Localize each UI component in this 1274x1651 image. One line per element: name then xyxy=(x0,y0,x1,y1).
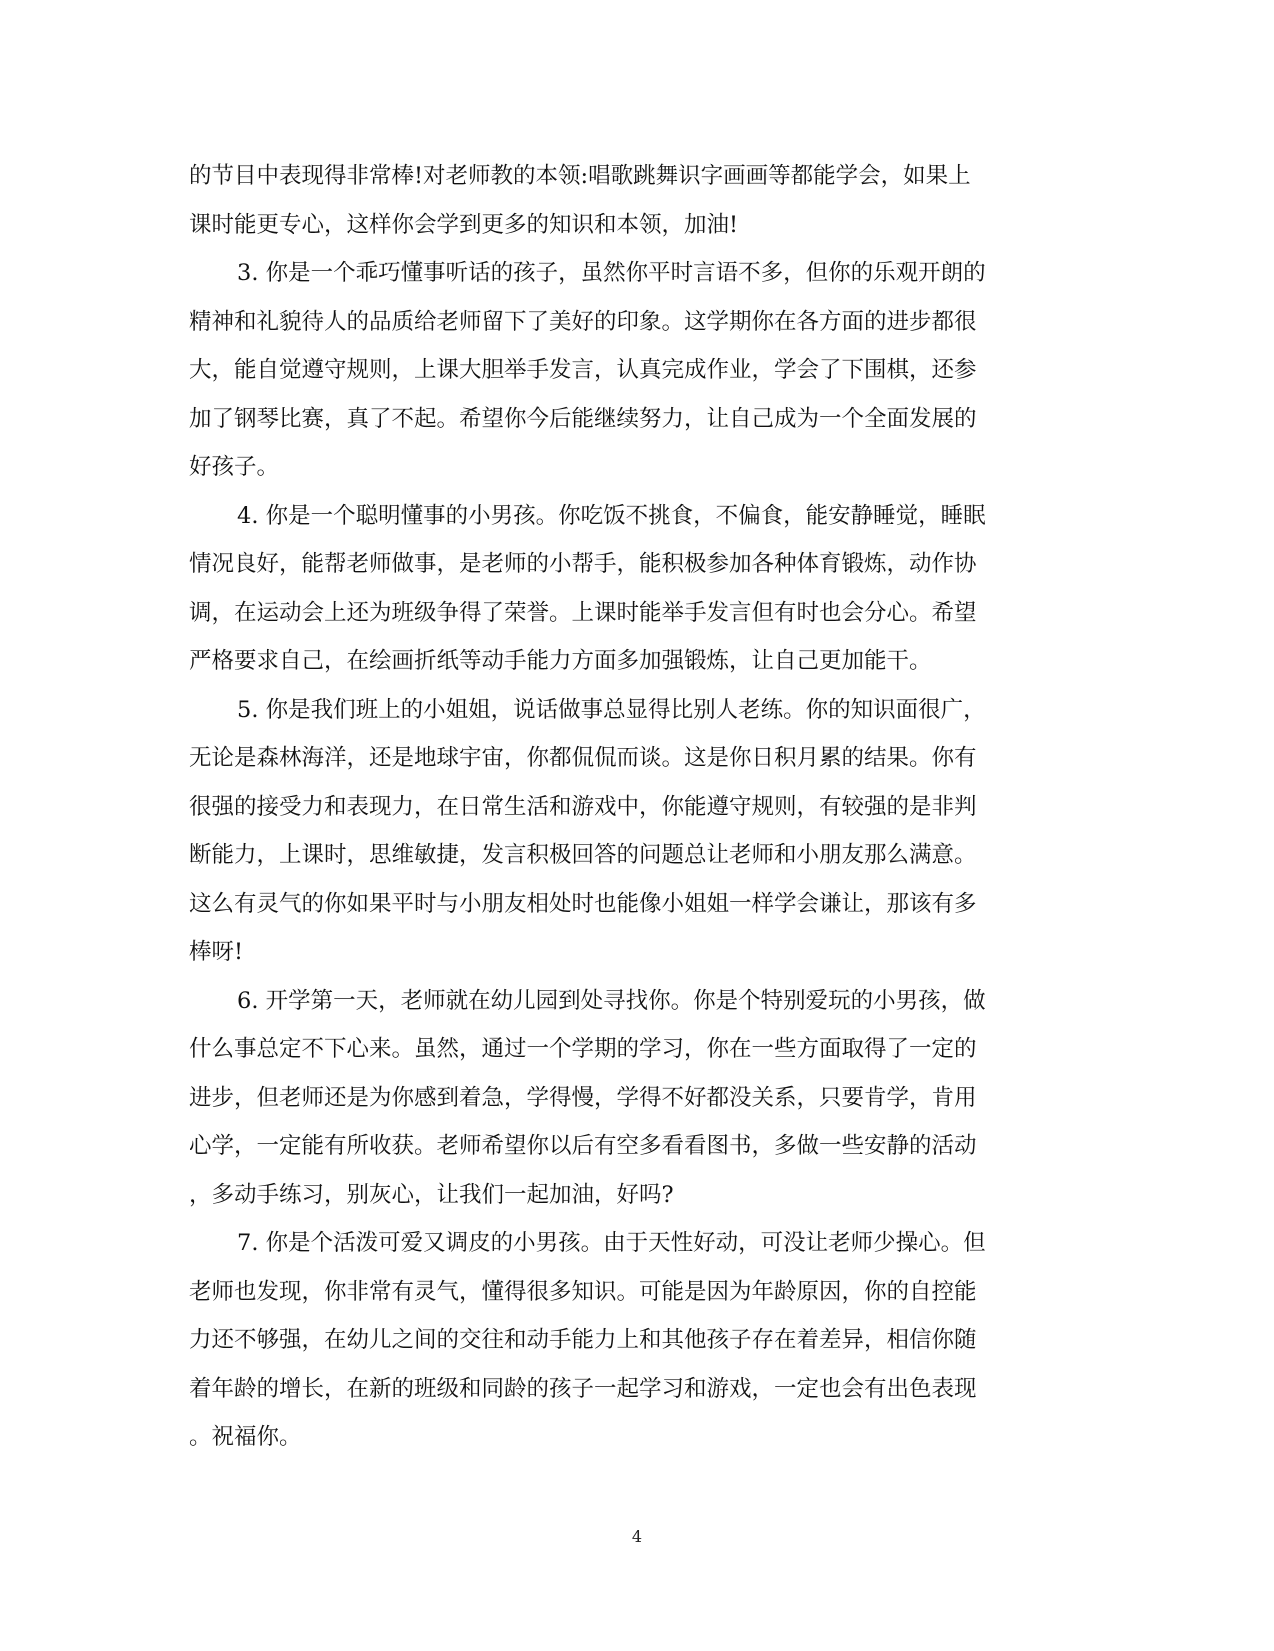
text-line: 断能力，上课时，思维敏捷，发言积极回答的问题总让老师和小朋友那么满意。 xyxy=(189,842,977,868)
text-line: 3. 你是一个乖巧懂事听话的孩子，虽然你平时言语不多，但你的乐观开朗的 xyxy=(237,260,986,286)
text-line: 棒呀! xyxy=(189,939,244,965)
paragraph-item-4 xyxy=(189,492,1069,686)
text-line: 加了钢琴比赛，真了不起。希望你今后能继续努力，让自己成为一个全面发展的 xyxy=(189,405,977,432)
text-line: 心学，一定能有所收获。老师希望你以后有空多看看图书，多做一些安静的活动 xyxy=(189,1133,977,1159)
document-body xyxy=(189,152,1069,1462)
text-line: 着年龄的增长，在新的班级和同龄的孩子一起学习和游戏，一定也会有出色表现 xyxy=(189,1375,977,1402)
text-line: 调，在运动会上还为班级争得了荣誉。上课时能举手发言但有时也会分心。希望 xyxy=(189,599,977,626)
paragraph-item-6 xyxy=(189,977,1069,1220)
text-line: 很强的接受力和表现力，在日常生活和游戏中，你能遵守规则，有较强的是非判 xyxy=(189,793,977,820)
paragraph-item-5 xyxy=(189,686,1069,977)
text-line: 。祝福你。 xyxy=(189,1424,302,1450)
text-line: 无论是森林海洋，还是地球宇宙，你都侃侃而谈。这是你日积月累的结果。你有 xyxy=(189,745,977,771)
text-line: ，多动手练习，别灰心，让我们一起加油，好吗? xyxy=(189,1181,674,1208)
text-line: 精神和礼貌待人的品质给老师留下了美好的印象。这学期你在各方面的进步都很 xyxy=(189,308,977,335)
text-line: 这么有灵气的你如果平时与小朋友相处时也能像小姐姐一样学会谦让，那该有多 xyxy=(189,890,977,917)
text-line: 4. 你是一个聪明懂事的小男孩。你吃饭不挑食，不偏食，能安静睡觉，睡眠 xyxy=(237,502,986,529)
text-line: 的节目中表现得非常棒!对老师教的本领:唱歌跳舞识字画画等都能学会，如果上 xyxy=(189,163,971,189)
paragraph-item-3 xyxy=(189,249,1069,492)
paragraph-continuation xyxy=(189,152,1069,249)
text-line: 老师也发现，你非常有灵气，懂得很多知识。可能是因为年龄原因，你的自控能 xyxy=(189,1278,977,1305)
page-number: 4 xyxy=(631,1527,643,1546)
text-line: 5. 你是我们班上的小姐姐，说话做事总显得比别人老练。你的知识面很广， xyxy=(237,696,986,723)
text-line: 进步，但老师还是为你感到着急，学得慢，学得不好都没关系，只要肯学，肯用 xyxy=(189,1084,977,1111)
text-line: 情况良好，能帮老师做事，是老师的小帮手，能积极参加各种体育锻炼，动作协 xyxy=(189,551,977,577)
text-line: 好孩子。 xyxy=(189,454,280,480)
text-line: 什么事总定不下心来。虽然，通过一个学期的学习，你在一些方面取得了一定的 xyxy=(189,1036,977,1062)
text-line: 课时能更专心，这样你会学到更多的知识和本领，加油! xyxy=(189,211,739,238)
text-line: 力还不够强，在幼儿之间的交往和动手能力上和其他孩子存在着差异，相信你随 xyxy=(189,1327,977,1353)
paragraph-item-7 xyxy=(189,1219,1069,1462)
text-line: 严格要求自己，在绘画折纸等动手能力方面多加强锻炼，让自己更加能干。 xyxy=(189,648,932,674)
text-line: 7. 你是个活泼可爱又调皮的小男孩。由于天性好动，可没让老师少操心。但 xyxy=(237,1230,986,1256)
text-line: 大，能自觉遵守规则，上课大胆举手发言，认真完成作业，学会了下围棋，还参 xyxy=(189,357,977,383)
text-line: 6. 开学第一天，老师就在幼儿园到处寻找你。你是个特别爱玩的小男孩，做 xyxy=(237,987,986,1014)
